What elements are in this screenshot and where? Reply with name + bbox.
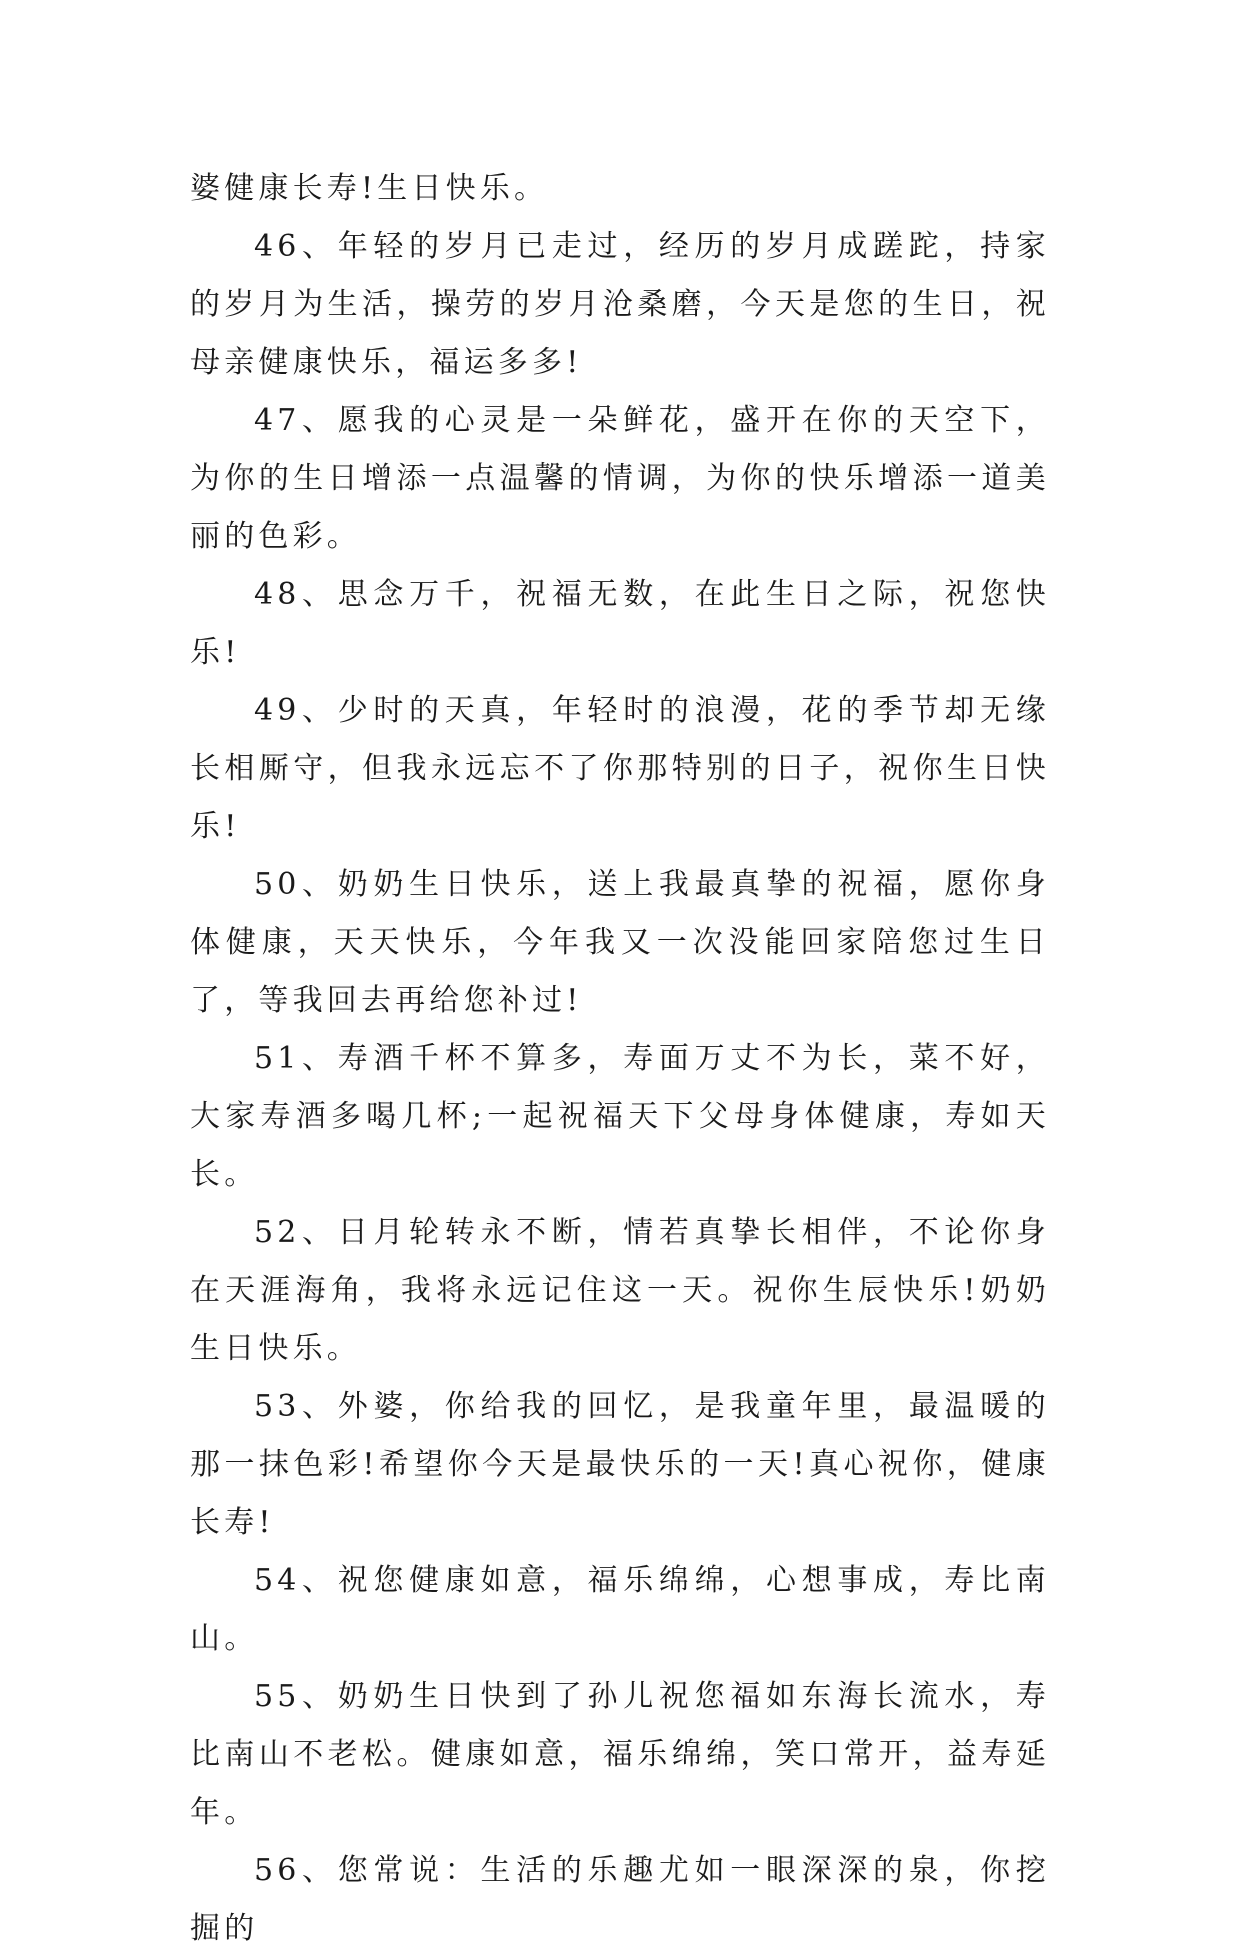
document-body <box>190 160 1050 1958</box>
paragraph-55: 55、奶奶生日快到了孙儿祝您福如东海长流水，寿比南山不老松。健康如意，福乐绵绵，笑口常开，益寿延年。 <box>190 1679 1050 1830</box>
paragraph-54: 54、祝您健康如意，福乐绵绵，心想事成，寿比南山。 <box>190 1563 1050 1656</box>
paragraph-56: 56、您常说：生活的乐趣尤如一眼深深的泉，你挖掘的 <box>190 1853 1050 1946</box>
paragraph-53: 53、外婆，你给我的回忆，是我童年里，最温暖的那一抹色彩!希望你今天是最快乐的一天!真心祝你，健康长寿! <box>190 1389 1050 1540</box>
paragraph-47: 47、愿我的心灵是一朵鲜花，盛开在你的天空下，为你的生日增添一点温馨的情调，为你的快乐增添一道美丽的色彩。 <box>190 403 1050 554</box>
paragraph-51: 51、寿酒千杯不算多，寿面万丈不为长，菜不好，大家寿酒多喝几杯;一起祝福天下父母身体健康，寿如天长。 <box>190 1041 1050 1192</box>
paragraph-46: 46、年轻的岁月已走过，经历的岁月成蹉跎，持家的岁月为生活，操劳的岁月沧桑磨，今天是您的生日，祝母亲健康快乐，福运多多! <box>190 229 1050 380</box>
paragraph-50: 50、奶奶生日快乐，送上我最真挚的祝福，愿你身体健康，天天快乐，今年我又一次没能回家陪您过生日了，等我回去再给您补过! <box>190 867 1050 1018</box>
paragraph-49: 49、少时的天真，年轻时的浪漫，花的季节却无缘长相厮守，但我永远忘不了你那特别的日子，祝你生日快乐! <box>190 693 1050 844</box>
paragraph-48: 48、思念万千，祝福无数，在此生日之际，祝您快乐! <box>190 577 1050 670</box>
paragraph-45-continued: 婆健康长寿!生日快乐。 <box>190 171 549 206</box>
paragraph-52: 52、日月轮转永不断，情若真挚长相伴，不论你身在天涯海角，我将永远记住这一天。祝你生辰快乐!奶奶生日快乐。 <box>190 1215 1050 1366</box>
